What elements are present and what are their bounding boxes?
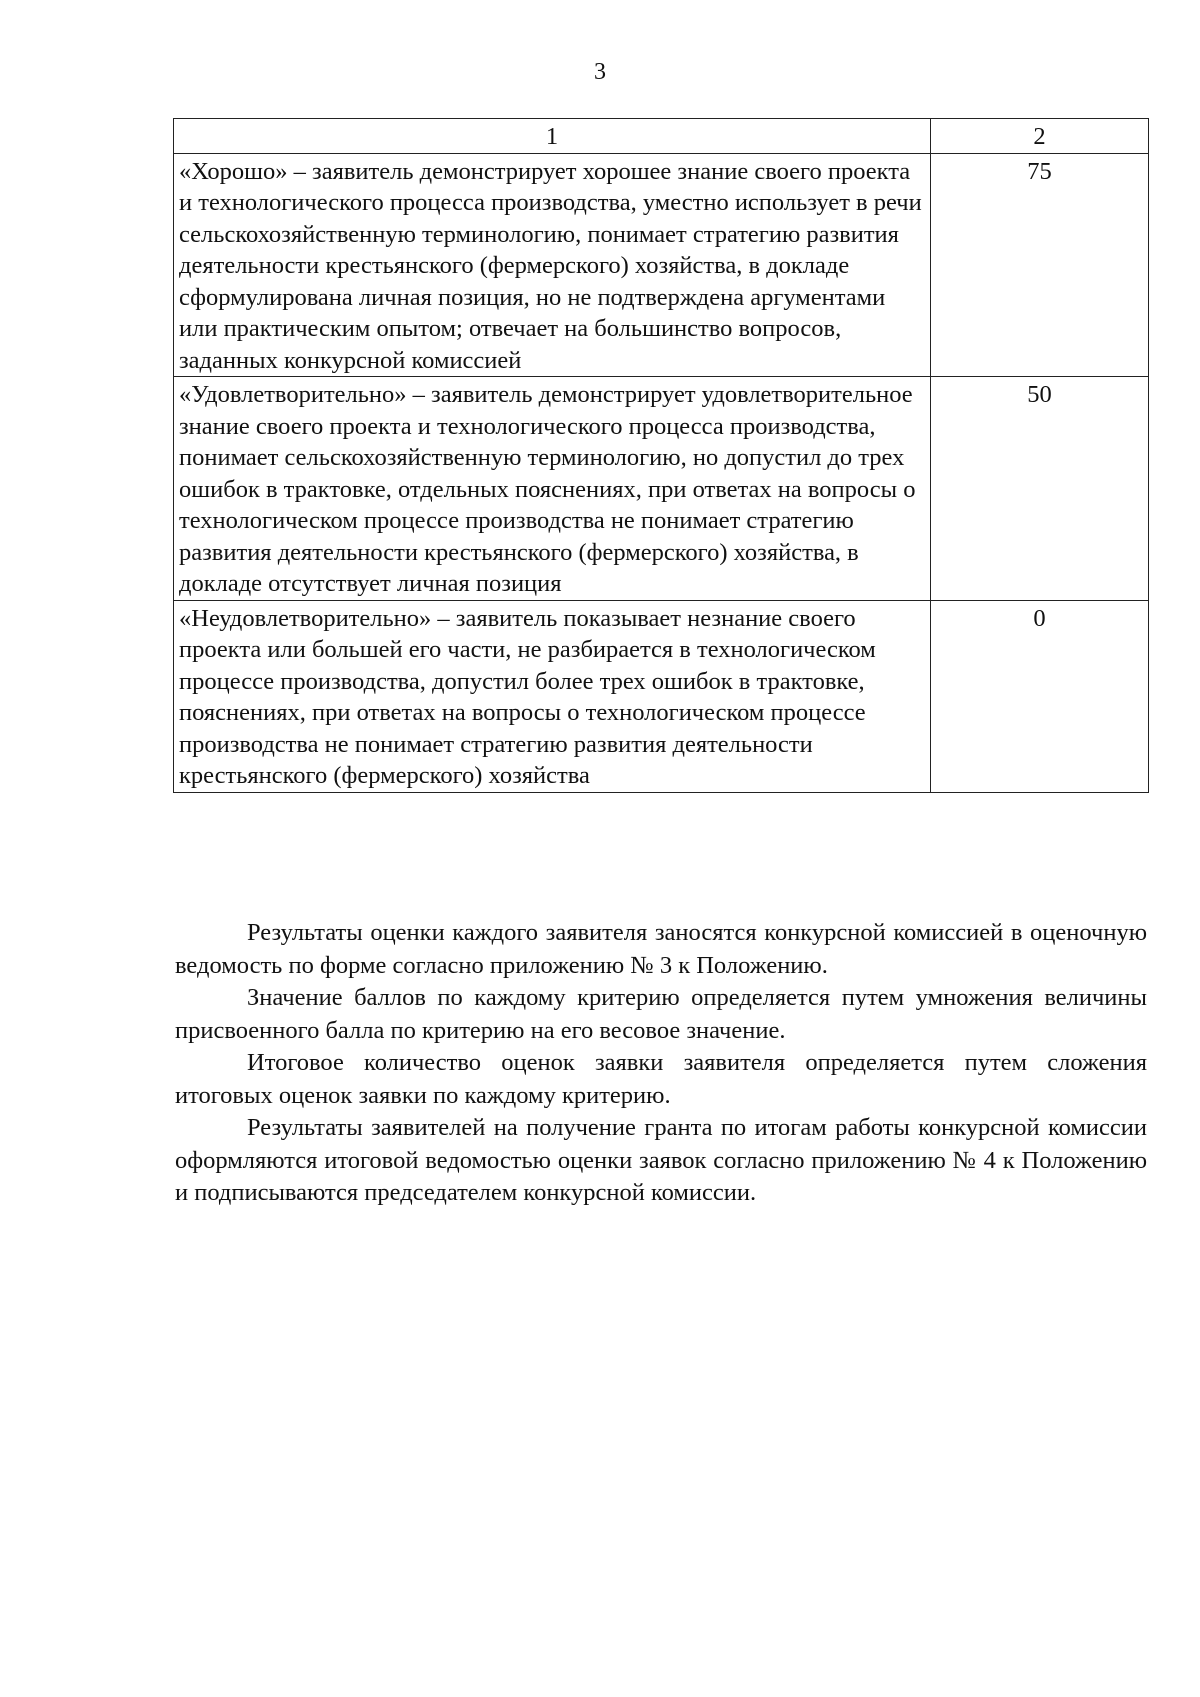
paragraph-final-statement: Результаты заявителей на получение гранта по итогам работы конкурсной комиссии оформляются итоговой ведомостью оценки заявок согласно приложению № 4 к Положению и подписываются председателем конкурсной комиссии. [175,1114,1147,1206]
criterion-score: 0 [931,600,1149,792]
table-row [174,153,1149,377]
table-header-description: 1 [174,119,931,154]
criterion-description: «Хорошо» – заявитель демонстрирует хорошее знание своего проекта и технологического процесса производства, уместно использует в речи сельскохозяйственную терминологию, понимает стратегию развития деятельности крестьянского (фермерского) хозяйства, в докладе сформулирована личная позиция, но не подтверждена аргументами или практическим опытом; отвечает на большинство вопросов, заданных конкурсной комиссией [174,153,931,377]
criteria-table [173,118,1149,793]
table-row [174,377,1149,601]
criterion-score: 75 [931,153,1149,377]
table-header-row [174,119,1149,154]
paragraph-total-score: Итоговое количество оценок заявки заявителя определяется путем сложения итоговых оценок заявки по каждому критерию. [175,1049,1147,1109]
criterion-score: 50 [931,377,1149,601]
body-text [175,917,1147,1210]
paragraph-score-calculation: Значение баллов по каждому критерию определяется путем умножения величины присвоенного балла по критерию на его весовое значение. [175,984,1147,1044]
table-row [174,600,1149,792]
table-header-score: 2 [931,119,1149,154]
criterion-description: «Неудовлетворительно» – заявитель показывает незнание своего проекта или большей его части, не разбирается в технологическом процессе производства, допустил более трех ошибок в трактовке, пояснениях, при ответах на вопросы о технологическом процессе производства не понимает стратегию развития деятельности крестьянского (фермерского) хозяйства [174,600,931,792]
paragraph-results-recording: Результаты оценки каждого заявителя заносятся конкурсной комиссией в оценочную ведомость по форме согласно приложению № 3 к Положению. [175,919,1147,979]
criterion-description: «Удовлетворительно» – заявитель демонстрирует удовлетворительное знание своего проекта и технологического процесса производства, понимает сельскохозяйственную терминологию, но допустил до трех ошибок в трактовке, отдельных пояснениях, при ответах на вопросы о технологическом процессе производства не понимает стратегию развития деятельности крестьянского (фермерского) хозяйства, в докладе отсутствует личная позиция [174,377,931,601]
page-number: 3 [594,59,606,85]
